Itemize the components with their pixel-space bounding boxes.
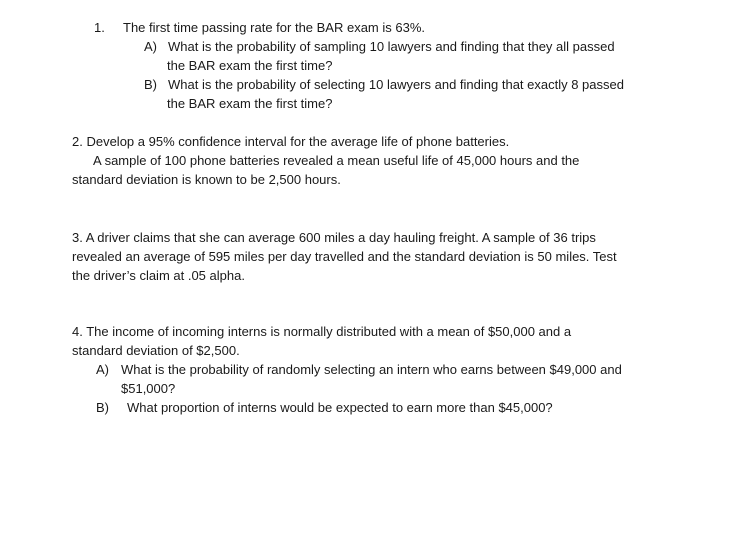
- q2-line1: 2. Develop a 95% confidence interval for the average life of phone batteries.: [72, 134, 510, 149]
- q4-part-a-label: A): [96, 362, 109, 377]
- q4-line1: 4. The income of incoming interns is normally distributed with a mean of $50,000 and a: [72, 324, 572, 339]
- q4-part-a-line2: $51,000?: [121, 381, 176, 396]
- q1-part-b-line2: the BAR exam the first time?: [167, 96, 333, 111]
- q3-line2: revealed an average of 595 miles per day travelled and the standard deviation is 50 miles. Test: [72, 249, 617, 264]
- q1-number: 1.: [94, 20, 105, 35]
- q4-part-b-label: B): [96, 400, 109, 415]
- q3-line3: the driver’s claim at .05 alpha.: [72, 268, 245, 283]
- q1-part-a-line1: What is the probability of sampling 10 lawyers and finding that they all passed: [168, 39, 615, 54]
- q1-part-b-label: B): [144, 77, 157, 92]
- q2-line2: A sample of 100 phone batteries revealed a mean useful life of 45,000 hours and the: [93, 153, 580, 168]
- q4-part-b-line1: What proportion of interns would be expected to earn more than $45,000?: [127, 400, 553, 415]
- q4-part-a-line1: What is the probability of randomly selecting an intern who earns between $49,000 and: [121, 362, 622, 377]
- q4-line2: standard deviation of $2,500.: [72, 343, 240, 358]
- q3-line1: 3. A driver claims that she can average 600 miles a day hauling freight. A sample of 36 trips: [72, 230, 596, 245]
- q1-part-a-label: A): [144, 39, 157, 54]
- q1-part-a-line2: the BAR exam the first time?: [167, 58, 333, 73]
- q1-part-b-line1: What is the probability of selecting 10 lawyers and finding that exactly 8 passed: [168, 77, 624, 92]
- q1-text: The first time passing rate for the BAR exam is 63%.: [123, 20, 426, 35]
- q2-line3: standard deviation is known to be 2,500 hours.: [72, 172, 341, 187]
